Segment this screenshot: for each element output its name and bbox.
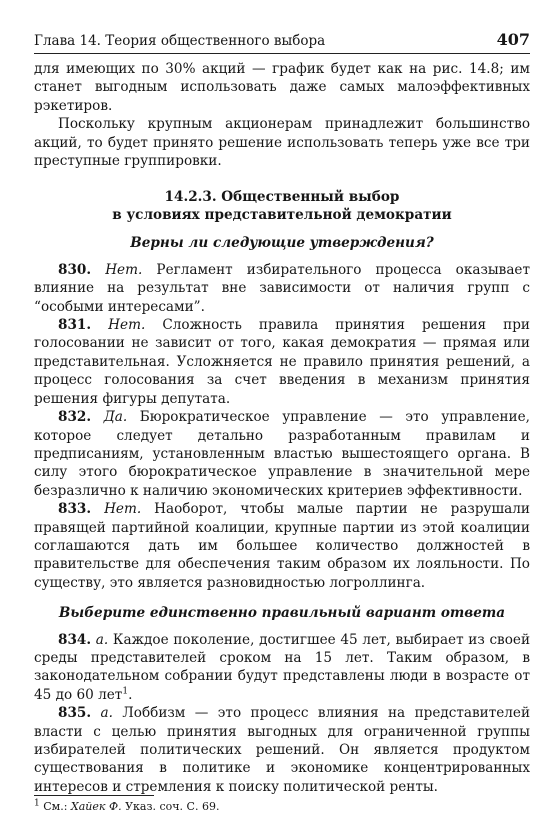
item-number: 833. [58, 501, 92, 518]
footnote-prefix: См.: [43, 800, 68, 813]
item-text: Бюрократическое управление — это управление, которое следует детально разработанным правилам и предписаниям, установленным властью вышестоящего органа. В силу этого бюрократическое управление в значительной мере безразлично к наличию экономических критериев эффективности. [34, 409, 530, 499]
page-number: 407 [496, 30, 530, 49]
answer-item-834 [34, 631, 530, 705]
footnote-mark: 1 [34, 798, 40, 809]
item-answer: а. [95, 631, 109, 648]
section-title-line-2: в условиях представительной демократии [112, 207, 452, 224]
item-number: 832. [58, 409, 92, 426]
item-text: Лоббизм — это процесс влияния на представителей власти с целью принятия выгодных для ограниченной группы избирателей политических решений. Он является продуктом существования в политике и экономике концентрированных интересов и стремления к поиску политической ренты. [34, 705, 531, 795]
item-number: 830. [58, 261, 92, 278]
item-answer: Нет. [108, 317, 146, 334]
intro-paragraph-1: для имеющих по 30% акций — график будет как на рис. 14.8; им станет выгодным использовать даже самых малоэффективных рэкетиров. [34, 61, 530, 114]
answer-item-830 [34, 261, 530, 316]
footnote [34, 800, 530, 813]
answer-item-835 [34, 704, 530, 796]
footnote-author: Хайек Ф. [70, 800, 122, 813]
section-title [34, 188, 530, 224]
answer-item-831 [34, 316, 530, 408]
item-text: Регламент избирательного процесса оказывает влияние на результат вне зависимости от наличия групп с “особыми интересами”. [34, 261, 530, 315]
subheading-true-false: Верны ли следующие утверждения? [130, 235, 434, 252]
footnote-rest: Указ. соч. С. 69. [125, 800, 220, 813]
subheading-single-choice: Выберите единственно правильный вариант ответа [58, 605, 506, 622]
footnote-ref[interactable]: 1 [122, 686, 129, 697]
running-header [34, 30, 530, 54]
answer-item-833 [34, 500, 530, 592]
item-number: 834. [58, 631, 92, 648]
intro-paragraph-2: Поскольку крупным акционерам принадлежит большинство акций, то будет принято решение использовать теперь уже все три преступные группировки. [34, 116, 530, 170]
item-text: Наоборот, чтобы малые партии не разрушали правящей партийной коалиции, крупные партии из этой коалиции соглашаются дать им большее количество должностей в правительстве для обеспечения таким образом их лояльности. По существу, это является разновидностью логроллинга. [34, 501, 530, 591]
item-text: Сложность правила принятия решения при голосовании не зависит от того, какая демократия — прямая или представительная. Усложняется не правило принятия решений, а процесс голосования за счет введения в механизм принятия решения фигуры депутата. [34, 317, 530, 407]
item-answer: а. [100, 705, 113, 722]
footnote-divider [34, 795, 154, 796]
item-answer: Нет. [104, 501, 142, 518]
answer-item-832 [34, 408, 530, 500]
item-answer: Нет. [105, 261, 143, 278]
section-title-line-1: 14.2.3. Общественный выбор [164, 189, 400, 206]
item-text-end: . [128, 686, 133, 703]
item-text: Каждое поколение, достигшее 45 лет, выбирает из своей среды представителей сроком на 15 лет. Таким образом, в законодательном собрании будут представлены люди в возрасте от 45 до 60 лет [34, 631, 531, 703]
item-number: 831. [58, 317, 92, 334]
chapter-title: Глава 14. Теория общественного выбора [34, 33, 326, 49]
page-content [34, 60, 530, 796]
item-answer: Да. [103, 409, 128, 426]
item-number: 835. [58, 705, 92, 722]
